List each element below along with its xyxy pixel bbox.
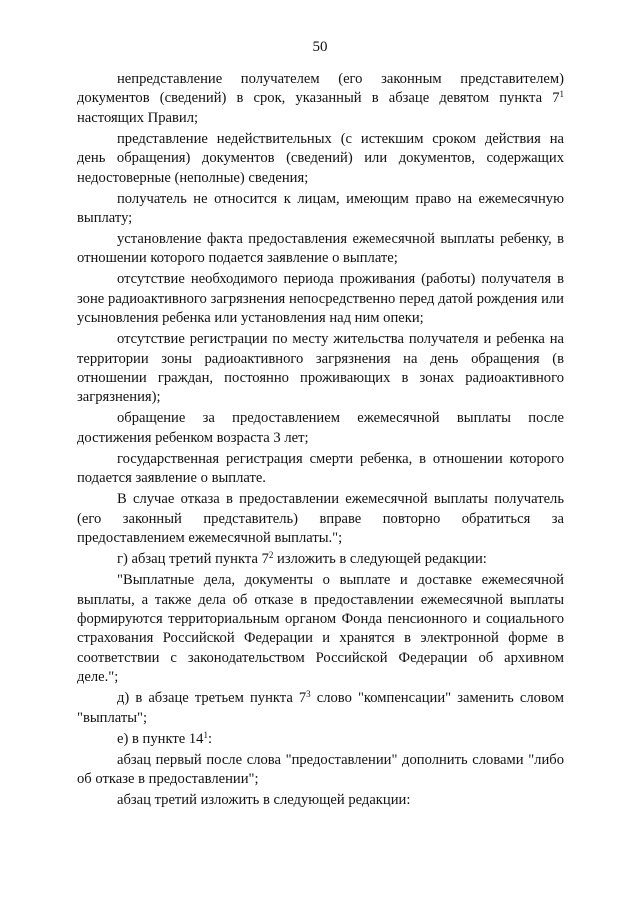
paragraph-4: установление факта предоставления ежемесячной выплаты ребенку, в отношении которого подается заявление о выплате;: [77, 231, 564, 267]
paragraph-8: государственная регистрация смерти ребенка, в отношении которого подается заявление о выплате.: [77, 450, 564, 487]
superscript: 1: [559, 89, 564, 100]
paragraph-2: представление недействительных (с истекшим сроком действия на день обращения) документов (сведений) или документов, содержащих недостоверные (неполные) сведения;: [77, 130, 564, 186]
paragraph-tail: слово "компенсации" заменить словом "выплаты";: [77, 690, 564, 726]
paragraph-text: д) в абзаце третьем пункта 7: [117, 690, 307, 707]
paragraph-7: обращение за предоставлением ежемесячной выплаты после достижения ребенком возраста 3 лет;: [77, 410, 564, 446]
paragraph-text: г) абзац третий пункта 7: [117, 551, 269, 568]
superscript: 1: [203, 729, 208, 740]
paragraph-13: [77, 730, 564, 749]
paragraph-text: непредставление получателем (его законным представителем) документов (сведений) в срок, указанный в абзаце девятом пункта 7: [77, 71, 564, 107]
paragraph-tail: изложить в следующей редакции:: [273, 551, 487, 568]
paragraph-14: абзац первый после слова "предоставлении" дополнить словами "либо об отказе в предоставлении";: [77, 751, 564, 787]
paragraph-tail: :: [207, 730, 212, 747]
paragraph-11: "Выплатные дела, документы о выплате и доставке ежемесячной выплаты, а также дела об отказе в предоставлении ежемесячной выплаты формируются территориальным органом Фонда пенсионного и социального страхования Российской Федерации и хранятся в электронной форме в соответствии с законодательством Российской Федерации об архивном деле.";: [77, 572, 564, 686]
superscript: 2: [268, 550, 274, 561]
paragraph-text: е) в пункте 14: [117, 730, 204, 747]
paragraph-15: абзац третий изложить в следующей редакции:: [117, 791, 411, 808]
superscript: 3: [306, 689, 311, 700]
paragraph-9: В случае отказа в предоставлении ежемесячной выплаты получатель (его законный представитель) вправе повторно обратиться за предоставлением ежемесячной выплаты.";: [77, 491, 564, 547]
paragraph-6: отсутствие регистрации по месту жительства получателя и ребенка на территории зоны радиоактивного загрязнения на день обращения (в отношении граждан, постоянно проживающих в зонах радиоактивного загрязнения);: [77, 331, 564, 406]
paragraph-12: [77, 689, 564, 728]
page-number: 50: [312, 39, 328, 55]
paragraph-5: отсутствие необходимого периода проживания (работы) получателя в зоне радиоактивного загрязнения непосредственно перед датой рождения или усыновления ребенка или установления над ним опеки;: [77, 271, 564, 327]
document-body: [77, 70, 564, 812]
paragraph-1: [77, 70, 564, 128]
paragraph-3: получатель не относится к лицам, имеющим право на ежемесячную выплату;: [77, 190, 564, 227]
paragraph-10: [77, 550, 564, 569]
paragraph-tail: настоящих Правил;: [77, 109, 199, 126]
